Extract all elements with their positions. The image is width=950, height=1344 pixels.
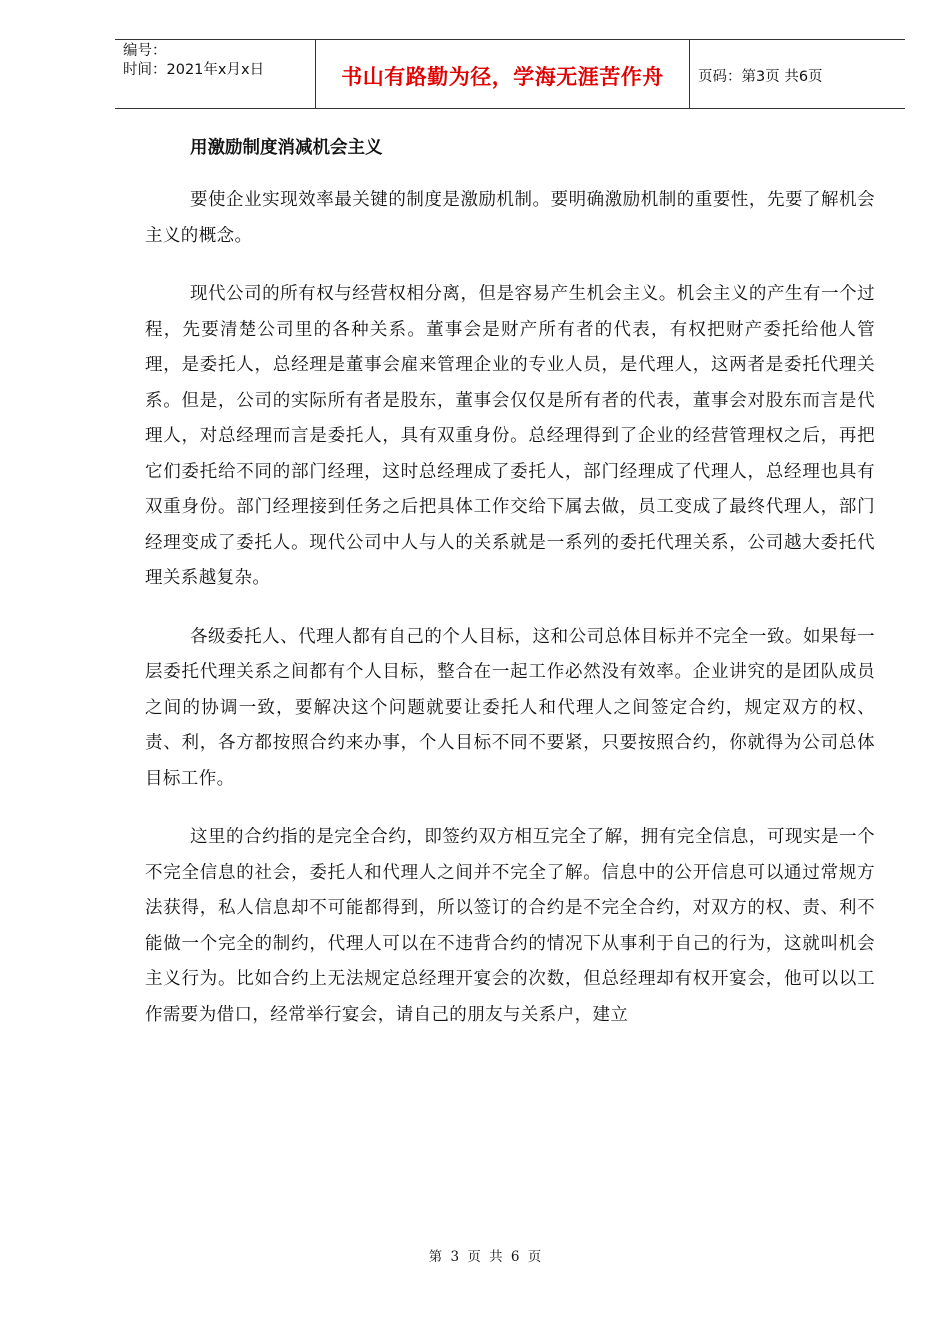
article-paragraph: 各级委托人、代理人都有自己的个人目标，这和公司总体目标并不完全一致。如果每一层委托代理关系之间都有个人目标，整合在一起工作必然没有效率。企业讲究的是团队成员之间的协调一致，要解决这个问题就要让委托人和代理人之间签定合约，规定双方的权、责、利，各方都按照合约来办事，个人目标不同不要紧，只要按照合约，你就得为公司总体目标工作。 — [145, 626, 875, 789]
document-header — [115, 39, 905, 109]
header-meta-cell — [115, 40, 315, 108]
header-page-label: 页码：第3页 共6页 — [698, 68, 823, 85]
article-paragraph: 这里的合约指的是完全合约，即签约双方相互完全了解，拥有完全信息，可现实是一个不完全信息的社会，委托人和代理人之间并不完全了解。信息中的公开信息可以通过常规方法获得，私人信息却不可能都得到，所以签订的合约是不完全合约，对双方的权、责、利不能做一个完全的制约，代理人可以在不违背合约的情况下从事利于自己的行为，这就叫机会主义行为。比如合约上无法规定总经理开宴会的次数，但总经理却有权开宴会，他可以以工作需要为借口，经常举行宴会，请自己的朋友与关系户，建立 — [145, 827, 875, 1025]
page-footer: 第 3 页 共 6 页 — [428, 1249, 542, 1265]
article-paragraph: 现代公司的所有权与经营权相分离，但是容易产生机会主义。机会主义的产生有一个过程，先要清楚公司里的各种关系。董事会是财产所有者的代表，有权把财产委托给他人管理，是委托人，总经理是董事会雇来管理企业的专业人员，是代理人，这两者是委托代理关系。但是，公司的实际所有者是股东，董事会仅仅是所有者的代表，董事会对股东而言是代理人，对总经理而言是委托人，具有双重身份。总经理得到了企业的经营管理权之后，再把它们委托给不同的部门经理，这时总经理成了委托人，部门经理成了代理人，总经理也具有双重身份。部门经理接到任务之后把具体工作交给下属去做，员工变成了最终代理人，部门经理变成了委托人。现代公司中人与人的关系就是一系列的委托代理关系，公司越大委托代理关系越复杂。 — [145, 284, 875, 588]
article-body — [145, 130, 875, 1033]
article-paragraph: 要使企业实现效率最关键的制度是激励机制。要明确激励机制的重要性，先要了解机会主义的概念。 — [145, 190, 875, 246]
header-motto: 书山有路勤为径，学海无涯苦作舟 — [315, 40, 690, 108]
article-title: 用激励制度消减机会主义 — [190, 138, 383, 158]
header-number-label: 编号： — [123, 43, 167, 59]
header-date-label: 时间：2021年x月x日 — [123, 62, 265, 78]
